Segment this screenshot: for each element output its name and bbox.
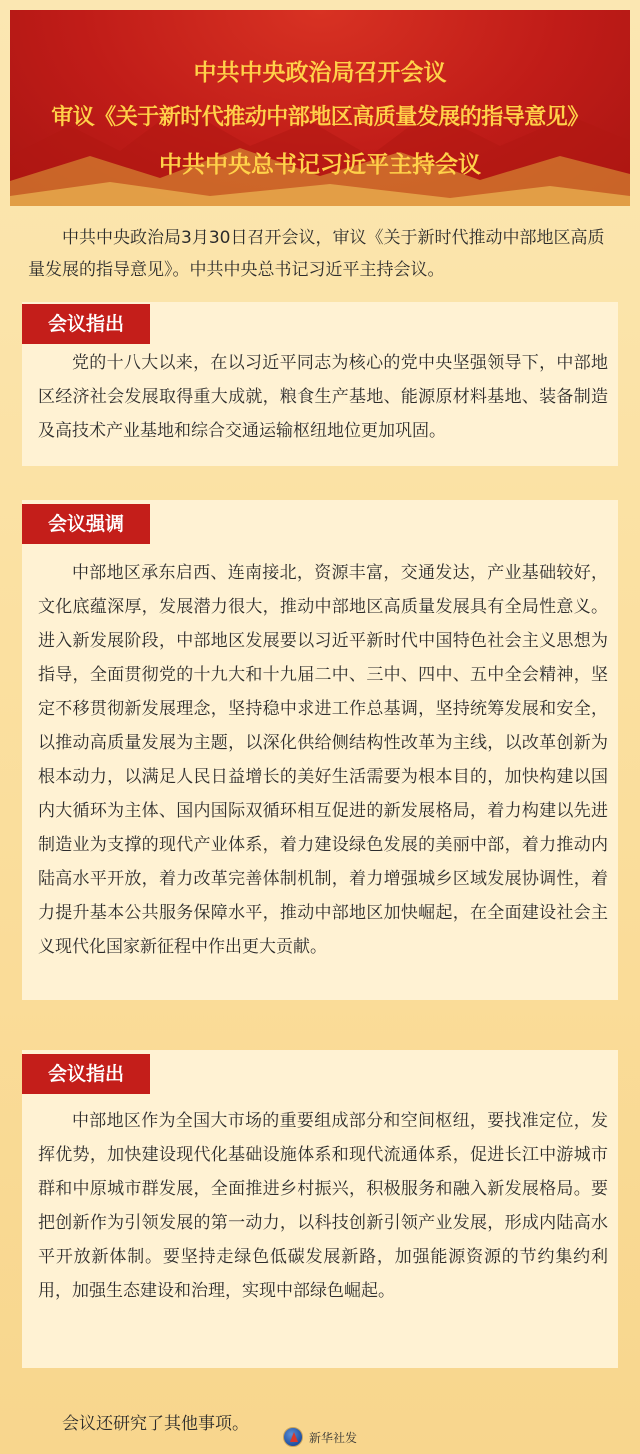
section-meeting-pointed-out-1 — [22, 302, 618, 466]
section-body — [38, 1104, 608, 1308]
section-tag: 会议指出 — [22, 304, 150, 344]
xinhua-logo-icon — [283, 1427, 303, 1447]
section-body — [38, 346, 608, 448]
section-body — [38, 556, 608, 964]
source-footer — [0, 1423, 640, 1451]
section-tag: 会议指出 — [22, 1054, 150, 1094]
section-meeting-emphasized — [22, 500, 618, 1000]
title-banner — [10, 10, 630, 206]
section-meeting-pointed-out-2 — [22, 1050, 618, 1368]
title-line-3: 中共中央总书记习近平主持会议 — [159, 152, 481, 178]
section-tag: 会议强调 — [22, 504, 150, 544]
closing-text: 会议还研究了其他事项。 — [62, 1414, 249, 1434]
section-text: 党的十八大以来，在以习近平同志为核心的党中央坚强领导下，中部地区经济社会发展取得重大成就，粮食生产基地、能源原材料基地、装备制造及高技术产业基地和综合交通运输枢纽地位更加巩固。 — [38, 353, 608, 441]
section-text: 中部地区作为全国大市场的重要组成部分和空间枢纽，要找准定位，发挥优势，加快建设现代化基础设施体系和现代流通体系，促进长江中游城市群和中原城市群发展，全面推进乡村振兴，积极服务和融入新发展格局。要把创新作为引领发展的第一动力，以科技创新引领产业发展，形成内陆高水平开放新体制。要坚持走绿色低碳发展新路，加强能源资源的节约集约利用，加强生态建设和治理，实现中部绿色崛起。 — [38, 1111, 608, 1301]
source-credit: 新华社发 — [308, 1430, 357, 1445]
section-text: 中部地区承东启西、连南接北，资源丰富，交通发达，产业基础较好，文化底蕴深厚，发展潜力很大，推动中部地区高质量发展具有全局性意义。进入新发展阶段，中部地区发展要以习近平新时代中国特色社会主义思想为指导，全面贯彻党的十九大和十九届二中、三中、四中、五中全会精神，坚定不移贯彻新发展理念，坚持稳中求进工作总基调，坚持统筹发展和安全，以推动高质量发展为主题，以深化供给侧结构性改革为主线，以改革创新为根本动力，以满足人民日益增长的美好生活需要为根本目的，加快构建以国内大循环为主体、国内国际双循环相互促进的新发展格局，着力构建以先进制造业为支撑的现代产业体系，着力建设绿色发展的美丽中部，着力推动内陆高水平开放，着力改革完善体制机制，着力增强城乡区域发展协调性，着力提升基本公共服务保障水平，推动中部地区加快崛起，在全面建设社会主义现代化国家新征程中作出更大贡献。 — [38, 563, 608, 957]
title-line-1: 中共中央政治局召开会议 — [193, 60, 447, 86]
intro-text: 中共中央政治局3月30日召开会议，审议《关于新时代推动中部地区高质量发展的指导意见》。中共中央总书记习近平主持会议。 — [28, 228, 605, 280]
title-line-2: 审议《关于新时代推动中部地区高质量发展的指导意见》 — [51, 105, 589, 130]
intro-paragraph — [28, 222, 614, 286]
